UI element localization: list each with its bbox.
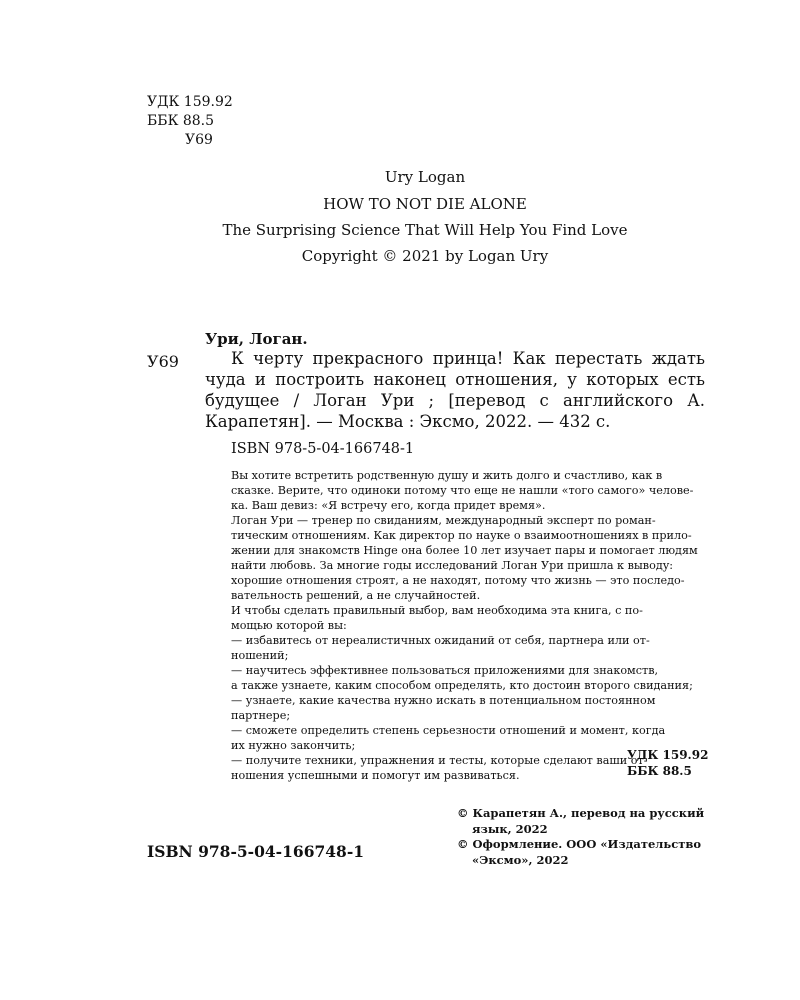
biblio-author: Ури, Логан. (205, 330, 308, 348)
annotation-line: партнере; (231, 709, 291, 722)
original-author: Ury Logan (384, 168, 466, 186)
annotation-line: тическим отношениям. Как директор по науке о взаимоотношениях в прило- (231, 529, 692, 542)
annotation-line: а также узнаете, каким способом определять, кто достоин второго свидания; (231, 679, 693, 692)
annotation-line: ношения успешными и помогут им развиваться. (231, 769, 520, 782)
annotation-line: мощью которой вы: (231, 619, 347, 632)
annotation-line: сказке. Верите, что одиноки потому что еще не нашли «того самого» челове- (231, 484, 694, 497)
original-copyright: Copyright © 2021 by Logan Ury (301, 247, 549, 265)
annotation-line: — получите техники, упражнения и тесты, которые сделают ваши от- (231, 754, 648, 767)
annotation-line: жении для знакомств Hinge она более 10 лет изучает пары и помогает людям (231, 544, 698, 557)
footer-copyright (457, 806, 717, 868)
footer-isbn: ISBN 978-5-04-166748-1 (147, 842, 365, 861)
annotation-line: вательность решений, а не случайностей. (231, 589, 481, 602)
annotation-line: хорошие отношения строят, а не находят, потому что жизнь — это последо- (231, 574, 685, 587)
copyright-translation-cont: язык, 2022 (472, 821, 548, 836)
annotation-line: ка. Ваш девиз: «Я встречу его, когда придет время». (231, 499, 546, 512)
annotation-line: — научитесь эффективнее пользоваться приложениями для знакомств, (231, 664, 659, 677)
original-subtitle: The Surprising Science That Will Help You Find Love (222, 221, 628, 239)
annotation-codes (627, 748, 708, 779)
original-title: HOW TO NOT DIE ALONE (323, 195, 527, 213)
annotation-line: их нужно закончить; (231, 739, 356, 752)
copyright-translation: © Карапетян А., перевод на русский (457, 806, 705, 820)
annotation-udk: УДК 159.92 (627, 748, 709, 762)
annotation-line: Вы хотите встретить родственную душу и жить долго и счастливо, как в (231, 469, 663, 482)
annotation (231, 468, 703, 783)
udk-code: УДК 159.92 (147, 94, 233, 110)
annotation-line: И чтобы сделать правильный выбор, вам необходима эта книга, с по- (231, 604, 643, 617)
annotation-line: найти любовь. За многие годы исследований Логан Ури пришла к выводу: (231, 559, 674, 572)
biblio-description: К черту прекрасного принца! Как перестать ждать чуда и построить наконец отношения, у которых есть будущее / Логан Ури ; [перевод с английского А. Карапетян]. — Москва : Эксмо, 2022. — 432 с. (205, 349, 705, 431)
annotation-line: — узнаете, какие качества нужно искать в потенциальном постоянном (231, 694, 656, 707)
biblio-author-sign: У69 (147, 352, 179, 371)
annotation-line: Логан Ури — тренер по свиданиям, международный эксперт по роман- (231, 514, 656, 527)
annotation-bbk: ББК 88.5 (627, 763, 692, 778)
copyright-design-cont: «Эксмо», 2022 (472, 852, 569, 867)
bbk-code: ББК 88.5 (147, 113, 215, 129)
biblio-isbn: ISBN 978-5-04-166748-1 (231, 441, 415, 457)
annotation-line: ношений; (231, 649, 289, 662)
author-sign: У69 (185, 132, 213, 148)
annotation-line: — избавитесь от нереалистичных ожиданий от себя, партнера или от- (231, 634, 650, 647)
catalog-codes (147, 93, 233, 150)
annotation-line: — сможете определить степень серьезности отношений и момент, когда (231, 724, 666, 737)
copyright-design: © Оформление. ООО «Издательство (457, 837, 701, 851)
